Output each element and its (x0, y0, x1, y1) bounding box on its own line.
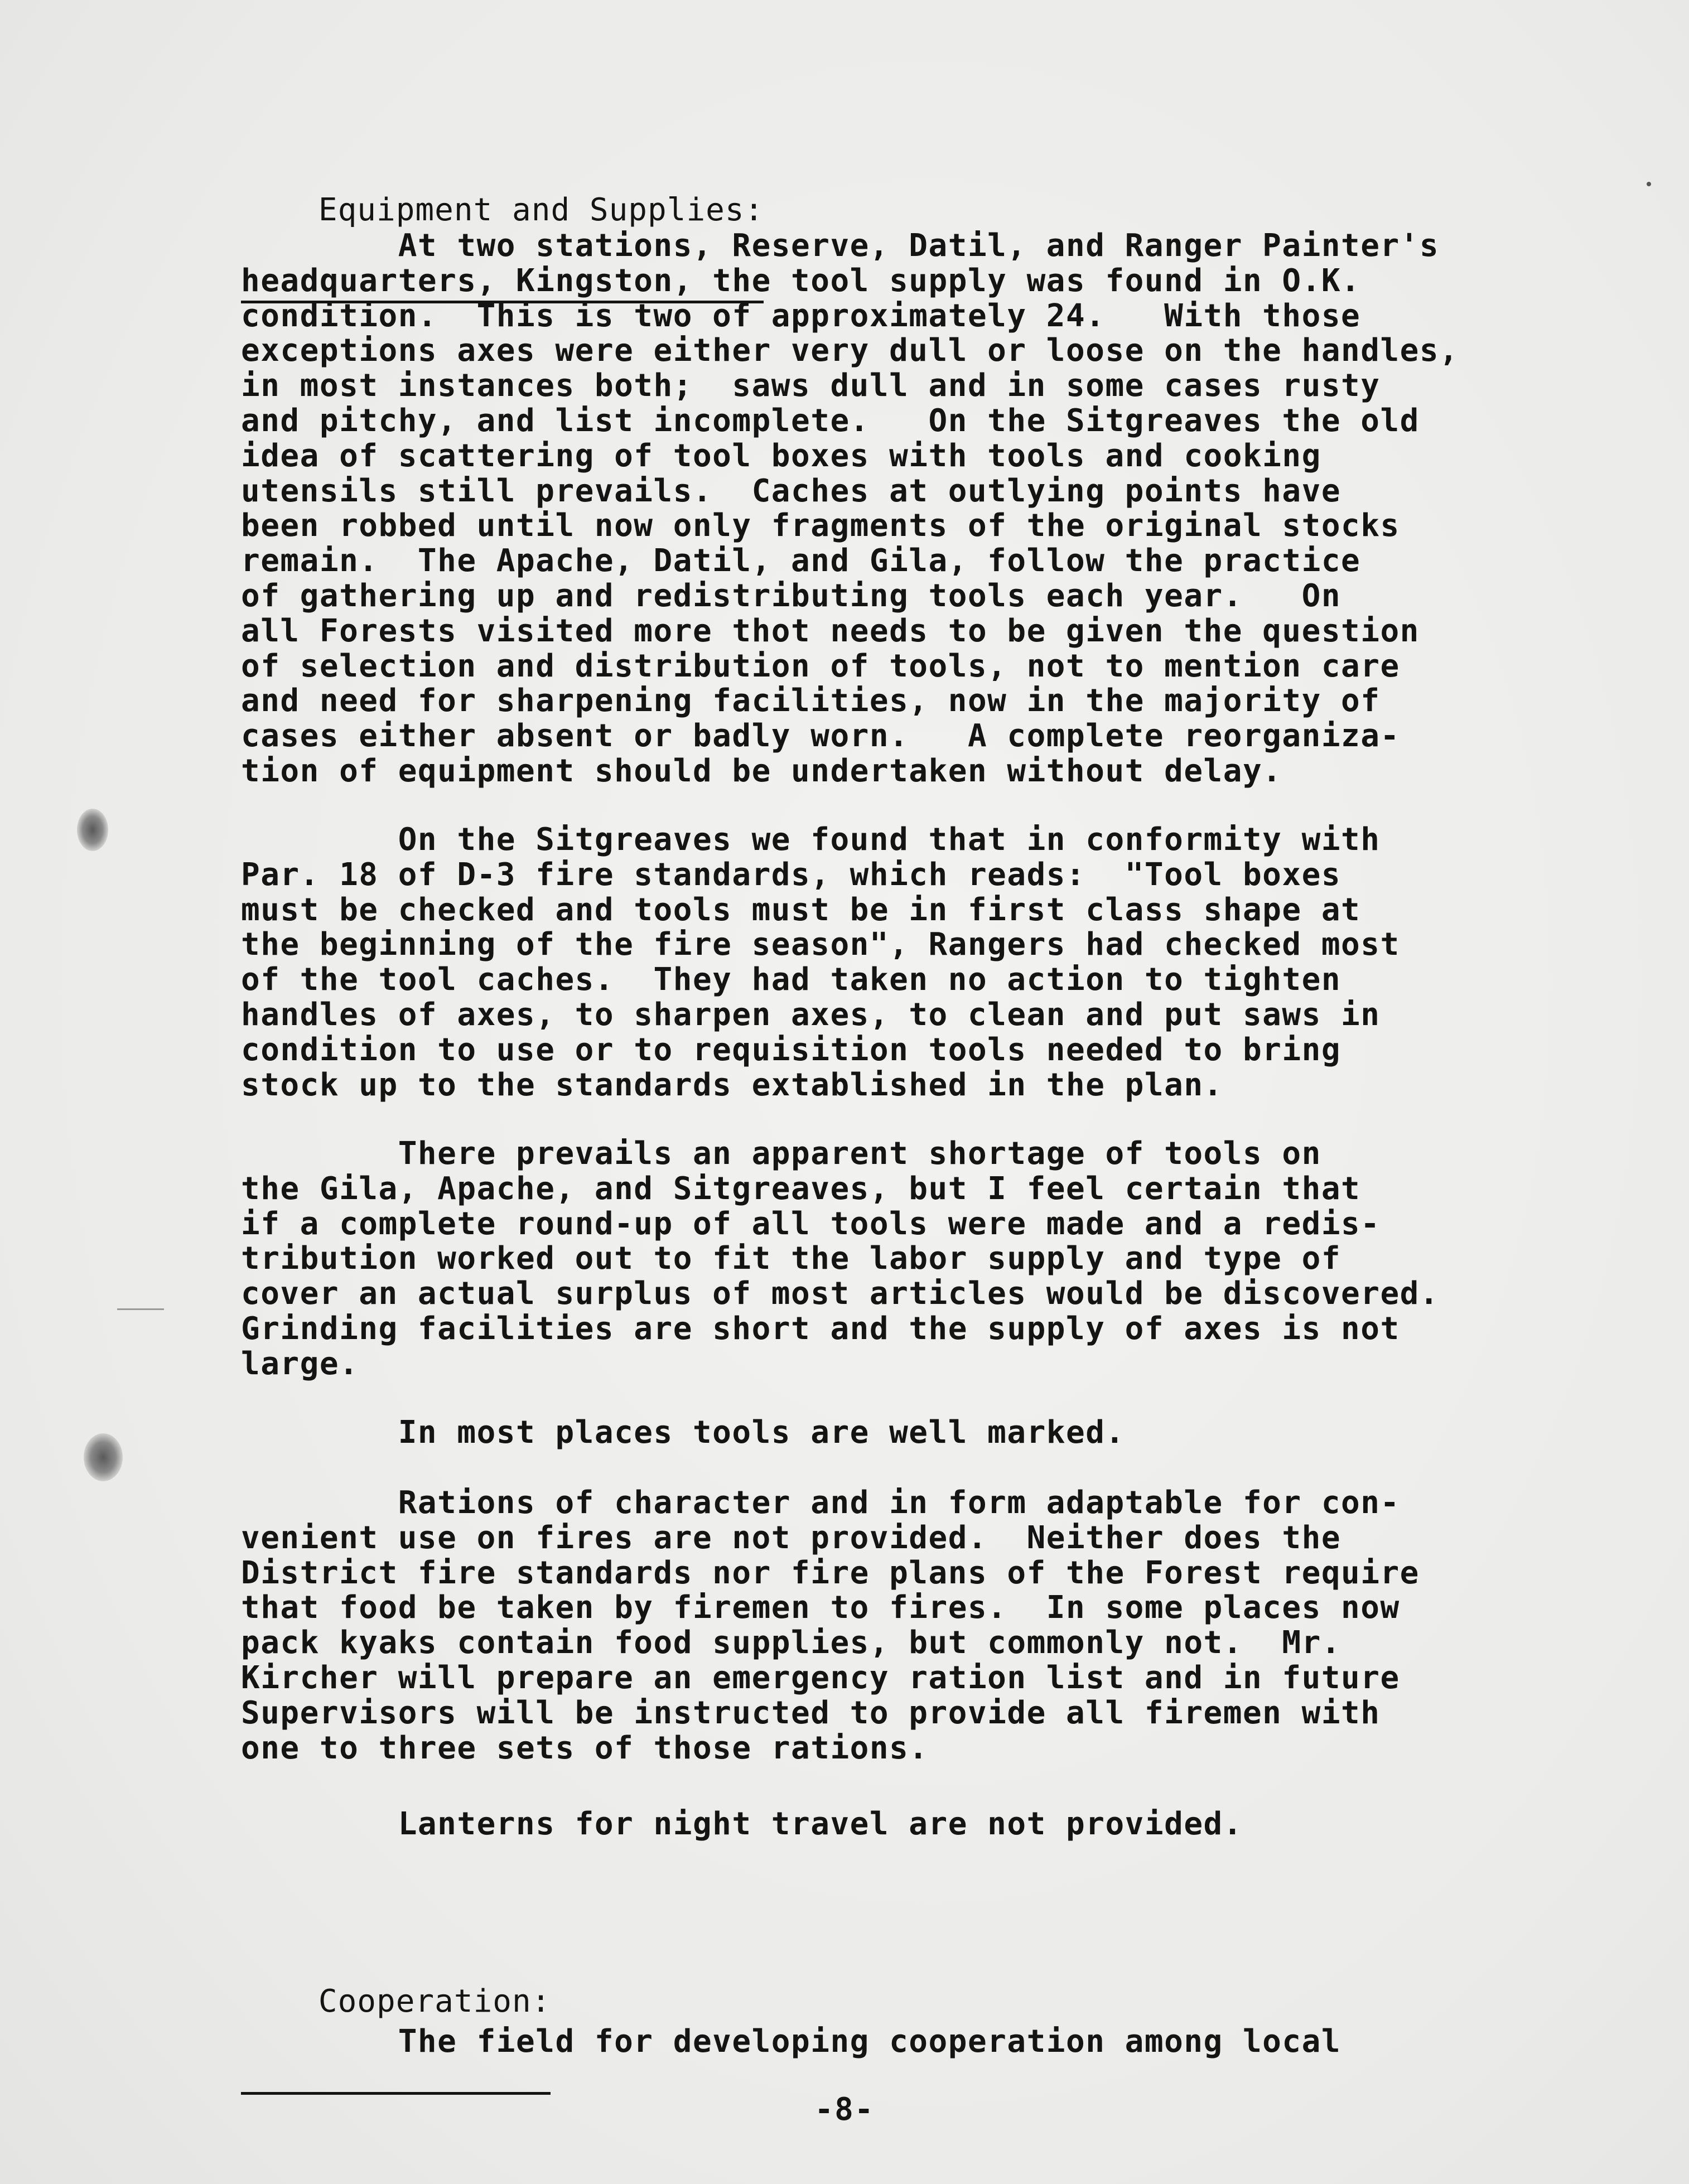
paragraph: Lanterns for night travel are not provided. (241, 1806, 1243, 1842)
paragraph: Rations of character and in form adaptable for con- venient use on fires are not provided. Neither does the District fire standards nor fire plans of the Forest require that food be taken by firemen to fires. In some places now pack kyaks contain food supplies, but commonly not. Mr. Kircher will prepare an emergency ration list and in future Supervisors will be instructed to provide all firemen with one to three sets of those rations. (241, 1485, 1420, 1766)
section-heading-text: Equipment and Supplies: (318, 192, 764, 228)
margin-line-mark (117, 1308, 164, 1310)
section-heading-text: Cooperation: (318, 1983, 551, 2019)
paragraph: In most places tools are well marked. (241, 1414, 1125, 1451)
section-heading-cooperation (241, 1950, 551, 2088)
punch-hole-mark (84, 1433, 123, 1481)
punch-hole-mark (77, 809, 108, 851)
paragraph: On the Sitgreaves we found that in conformity with Par. 18 of D-3 fire standards, which reads: "Tool boxes must be checked and tools must be in first class shape at the beginning of the fire season", Rangers had checked most of the tool caches. They had taken no action to tighten handles of axes, to sharpen axes, to clean and put saws in condition to use or to requisition tools needed to bring stock up to the standards extablished in the plan. (241, 822, 1400, 1103)
paragraph: The field for developing cooperation among local (241, 2023, 1341, 2060)
paragraph: At two stations, Reserve, Datil, and Ranger Painter's headquarters, Kingston, the tool supply was found in O.K. condition. This is two of approximately 24. With those exceptions axes were either very dull or loose on the handles, in most instances both; saws dull and in some cases rusty and pitchy, and list incomplete. On the Sitgreaves the old idea of scattering of tool boxes with tools and cooking utensils still prevails. Caches at outlying points have been robbed until now only fragments of the original stocks remain. The Apache, Datil, and Gila, follow the practice of gathering up and redistributing tools each year. On all Forests visited more thot needs to be given the question of selection and distribution of tools, not to mention care and need for sharpening facilities, now in the majority of cases either absent or badly worn. A complete reorganiza- tion of equipment should be undertaken without delay. (241, 228, 1459, 789)
page-number: -8- (814, 2091, 875, 2128)
paragraph: There prevails an apparent shortage of tools on the Gila, Apache, and Sitgreaves, but I feel certain that if a complete round-up of all tools were made and a redis- tribution worked out to fit the labor supply and type of cover an actual surplus of most articles would be discovered. Grinding facilities are short and the supply of axes is not large. (241, 1136, 1440, 1382)
ink-dot-mark (1647, 182, 1651, 186)
